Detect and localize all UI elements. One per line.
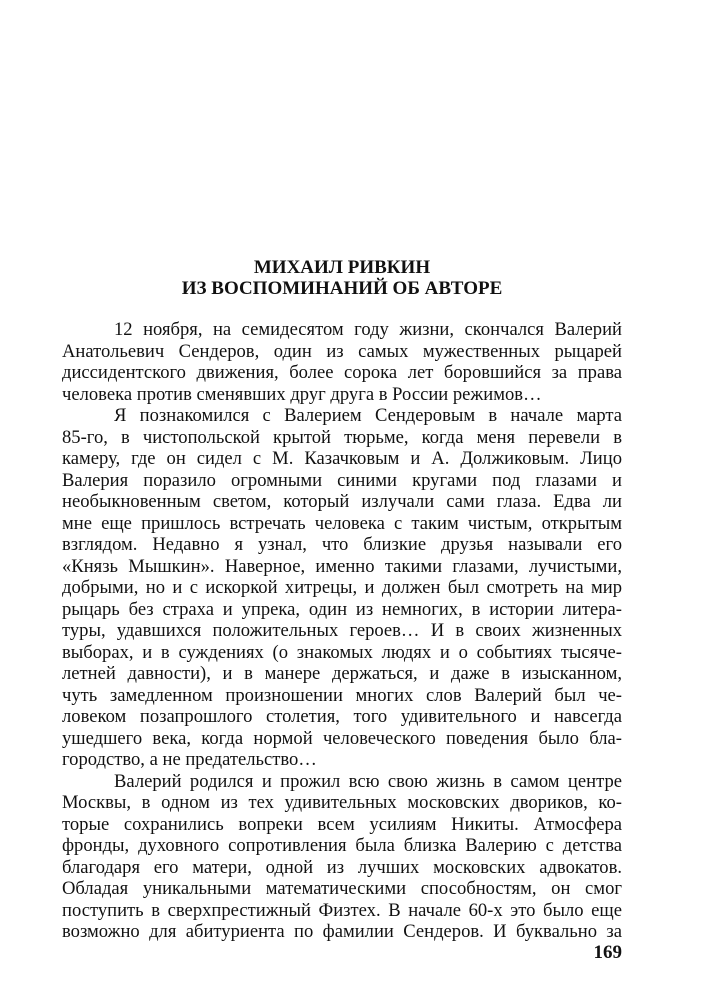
chapter-title [62, 257, 622, 299]
text-line: 12 ноября, на семидесятом году жизни, скончался Валерий [114, 319, 622, 340]
text-line: Я познакомился с Валерием Сендеровым в начале марта [114, 405, 622, 426]
author-name: МИХАИЛ РИВКИН [253, 257, 431, 278]
book-page [62, 0, 622, 1005]
page-number: 169 [593, 942, 622, 963]
text-line: Анатольевич Сендеров, один из самых мужественных рыцарей [62, 340, 622, 362]
paragraph-2 [62, 405, 622, 771]
text-line: взглядом. Недавно я узнал, что близкие друзья называли его [62, 534, 622, 555]
text-line: необыкновенным светом, который излучали сами глаза. Едва ли [62, 491, 622, 512]
text-line: ушедшего века, когда нормой человеческого поведения было бла- [62, 727, 622, 749]
text-line: выборах, и в суждениях (о знакомых людях и о событиях тысяче- [62, 641, 622, 663]
text-line: камеру, где он сидел с М. Казачковым и А. Должиковым. Лицо [62, 448, 622, 469]
text-line: возможно для абитуриента по фамилии Сендеров. И буквально за [62, 921, 622, 942]
chapter-heading: ИЗ ВОСПОМИНАНИЙ ОБ АВТОРЕ [181, 278, 503, 299]
text-line: ловеком позапрошлого столетия, того удивительного и навсегда [62, 706, 622, 727]
text-line: диссидентского движения, более сорока лет боровшийся за права [62, 362, 622, 383]
text-line: «Князь Мышкин». Наверное, именно такими глазами, лучистыми, [62, 555, 622, 577]
text-line: туры, удавшихся положительных героев… И в своих жизненных [62, 620, 622, 641]
text-line: мне еще пришлось встречать человека с таким чистым, открытым [62, 512, 622, 534]
text-line: добрыми, но и с искоркой хитрецы, и должен был смотреть на мир [62, 577, 622, 598]
paragraph-1 [62, 319, 622, 405]
body-text [62, 319, 622, 943]
text-line: Обладая уникальными математическими способностям, он смог [62, 878, 622, 899]
text-line: рыцарь без страха и упрека, один из немногих, в истории литера- [62, 598, 622, 620]
text-line: человека против сменявших друг друга в России режимов… [62, 383, 542, 405]
text-line: торые сохранились вопреки всем усилиям Никиты. Атмосфера [62, 813, 622, 835]
text-line: 85-го, в чистопольской крытой тюрьме, когда меня перевели в [62, 426, 622, 448]
text-line: Валерий родился и прожил всю свою жизнь в самом центре [114, 770, 622, 792]
text-line: фронды, духовного сопротивления была близка Валерию с детства [62, 835, 622, 856]
text-line: Валерия поразило огромными синими кругами под глазами и [62, 469, 622, 491]
text-line: городство, а не предательство… [62, 749, 317, 770]
text-line: летней давности), и в манере держаться, и даже в изысканном, [62, 663, 622, 684]
paragraph-3 [62, 771, 622, 943]
text-line: благодаря его матери, одной из лучших московских адвокатов. [62, 856, 622, 878]
text-line: чуть замедленном произношении многих слов Валерий был че- [62, 684, 622, 706]
text-line: поступить в сверхпрестижный Физтех. В начале 60-х это было еще [62, 899, 622, 921]
text-line: Москвы, в одном из тех удивительных московских двориков, ко- [62, 792, 622, 813]
